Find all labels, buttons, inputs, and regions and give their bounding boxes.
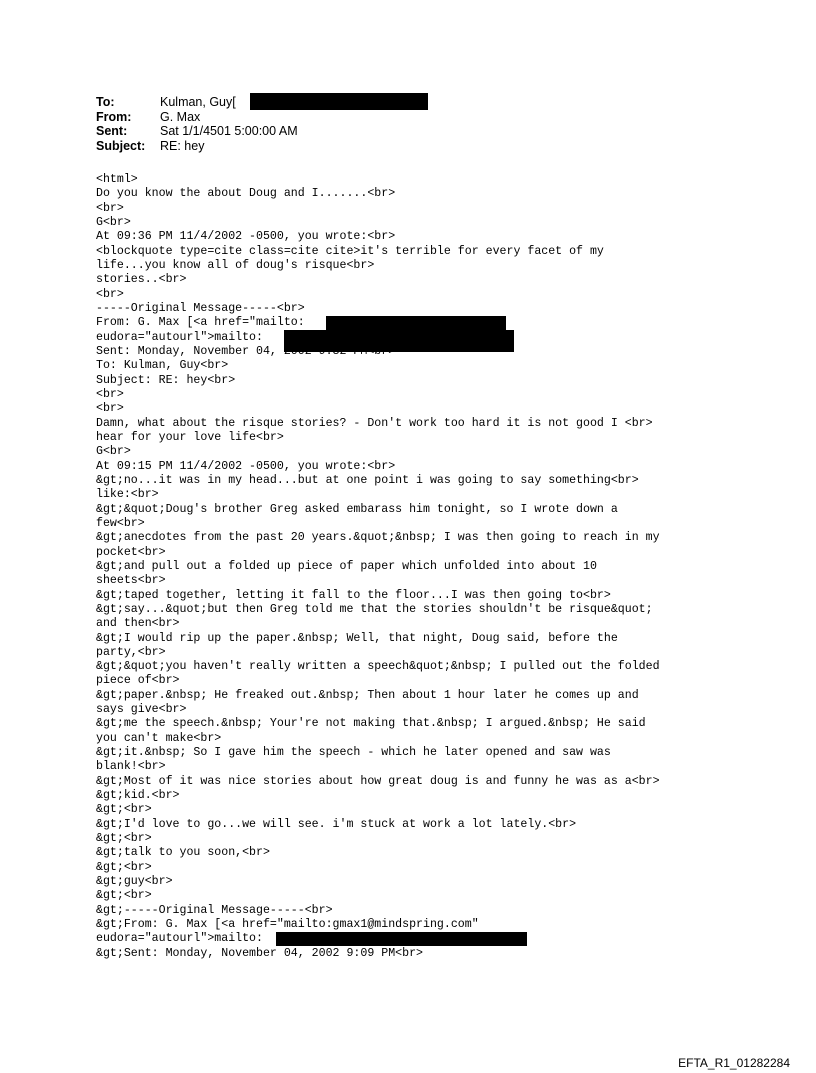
body-line-text: eudora="autourl">mailto: (96, 330, 263, 344)
from-row (96, 110, 298, 125)
subject-row (96, 139, 298, 154)
email-body (96, 173, 660, 961)
body-line: <html> (96, 173, 138, 186)
body-line: &gt;talk to you soon,<br> (96, 846, 270, 860)
redaction-box (276, 932, 527, 946)
body-line: says give<br> (96, 703, 187, 717)
body-line: &gt;it.&nbsp; So I gave him the speech - which he later opened and saw was (96, 746, 611, 760)
subject-label: Subject: (96, 138, 146, 153)
subject-value: RE: hey (160, 138, 205, 153)
body-line (96, 316, 660, 330)
body-line: &gt;<br> (96, 832, 152, 846)
body-line: At 09:15 PM 11/4/2002 -0500, you wrote:<br> (96, 459, 396, 473)
body-line: <br> (96, 287, 124, 301)
body-line: like:<br> (96, 488, 159, 502)
body-line: <br> (96, 402, 124, 416)
body-line: &gt;I would rip up the paper.&nbsp; Well, that night, Doug said, before the (96, 631, 618, 645)
body-line: pocket<br> (96, 545, 166, 559)
body-line: and then<br> (96, 617, 180, 631)
body-line: life...you know all of doug's risque<br> (96, 258, 375, 272)
sent-value: Sat 1/1/4501 5:00:00 AM (160, 124, 298, 138)
redaction-box (250, 93, 428, 110)
body-line: &gt;no...it was in my head...but at one point i was going to say something<br> (96, 473, 639, 487)
body-line: piece of<br> (96, 674, 180, 688)
body-line: &gt;paper.&nbsp; He freaked out.&nbsp; Then about 1 hour later he comes up and (96, 688, 639, 702)
body-line: &gt;me the speech.&nbsp; Your're not making that.&nbsp; I argued.&nbsp; He said (96, 717, 646, 731)
body-line: Subject: RE: hey<br> (96, 373, 236, 387)
body-line: &gt;taped together, letting it fall to the floor...I was then going to<br> (96, 588, 611, 602)
to-row (96, 95, 298, 110)
body-line-text: From: G. Max [<a href="mailto: (96, 316, 305, 330)
body-line: &gt;I'd love to go...we will see. i'm stuck at work a lot lately.<br> (96, 817, 577, 831)
body-line: <blockquote type=cite class=cite cite>it's terrible for every facet of my (96, 244, 604, 258)
body-line: party,<br> (96, 645, 166, 659)
body-line: Damn, what about the risque stories? - Don't work too hard it is not good I <br> (96, 416, 653, 430)
body-line: &gt;&quot;you haven't really written a speech&quot;&nbsp; I pulled out the folded (96, 660, 660, 674)
body-line: &gt;guy<br> (96, 875, 173, 889)
body-line: &gt;<br> (96, 860, 152, 874)
body-line: To: Kulman, Guy<br> (96, 359, 229, 373)
body-line: &gt;&quot;Doug's brother Greg asked embarass him tonight, so I wrote down a (96, 502, 618, 516)
body-line (96, 331, 660, 345)
body-line: Do you know the about Doug and I.......<br> (96, 187, 396, 201)
email-header (96, 95, 298, 153)
to-value: Kulman, Guy[ (160, 95, 236, 109)
body-line (96, 932, 660, 946)
sent-row (96, 124, 298, 139)
body-line: you can't make<br> (96, 731, 222, 745)
body-line: <br> (96, 387, 124, 401)
body-line: &gt;say...&quot;but then Greg told me that the stories shouldn't be risque&quot; (96, 602, 653, 616)
body-line: &gt;Most of it was nice stories about how great doug is and funny he was as a<br> (96, 774, 660, 788)
body-line: Sent: Monday, November 04, 2002 9:32 PM<br> (96, 344, 396, 358)
body-line: few<br> (96, 516, 145, 530)
body-line: G<br> (96, 445, 131, 459)
body-line: &gt;and pull out a folded up piece of paper which unfolded into about 10 (96, 559, 597, 573)
body-line: -----Original Message-----<br> (96, 301, 305, 315)
body-line: &gt;<br> (96, 889, 152, 903)
to-label: To: (96, 95, 115, 109)
body-line: G<br> (96, 215, 131, 229)
body-line: sheets<br> (96, 574, 166, 588)
document-id: EFTA_R1_01282284 (678, 1056, 790, 1070)
body-line: &gt;kid.<br> (96, 789, 180, 803)
body-line: At 09:36 PM 11/4/2002 -0500, you wrote:<br> (96, 230, 396, 244)
body-line: &gt;-----Original Message-----<br> (96, 903, 333, 917)
from-label: From: (96, 109, 132, 124)
body-line: &gt;anecdotes from the past 20 years.&quot;&nbsp; I was then going to reach in my (96, 531, 660, 545)
sent-label: Sent: (96, 124, 128, 138)
body-line: &gt;<br> (96, 803, 152, 817)
from-value: G. Max (160, 109, 201, 124)
body-line: <br> (96, 201, 124, 215)
body-line: blank!<br> (96, 760, 166, 774)
body-line: &gt;From: G. Max [<a href="mailto:gmax1@mindspring.com" (96, 918, 479, 932)
body-line: hear for your love life<br> (96, 430, 284, 444)
body-line: stories..<br> (96, 273, 187, 287)
body-line: &gt;Sent: Monday, November 04, 2002 9:09 PM<br> (96, 946, 423, 960)
body-line-text: eudora="autourl">mailto: (96, 932, 263, 946)
